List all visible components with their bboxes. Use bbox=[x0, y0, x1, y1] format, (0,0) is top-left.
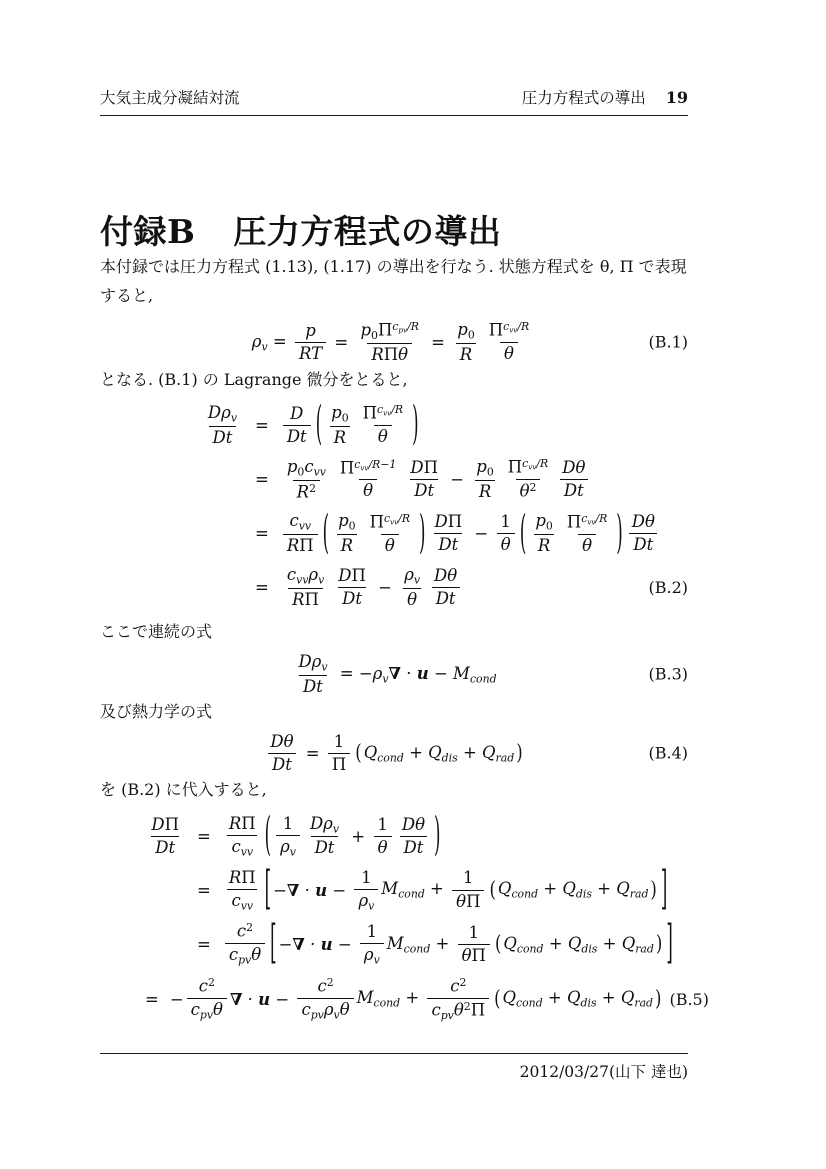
paragraph-lagrange: となる. (B.1) の Lagrange 微分をとると, bbox=[100, 370, 408, 390]
equation-b3: $\frac{D\rho_v}{Dt}$ = $-\rho_v\nabla \cdot u - M_{cond}$ (B.3) bbox=[100, 651, 688, 698]
equation-tag: (B.2) bbox=[648, 578, 688, 598]
page-footer bbox=[100, 1053, 688, 1082]
paragraph-intro: 本付録では圧力方程式 (1.13), (1.17) の導出を行なう. 状態方程式を θ, Π で表現すると, bbox=[100, 257, 687, 305]
paragraph-substitute: を (B.2) に代入すると, bbox=[100, 779, 267, 799]
footer-date-author: 2012/03/27(山下 達也) bbox=[519, 1063, 688, 1081]
equation-tag: (B.1) bbox=[648, 332, 688, 352]
equation-tag: (B.4) bbox=[648, 743, 688, 763]
page-header bbox=[100, 86, 688, 116]
header-section-title: 圧力方程式の導出 bbox=[521, 89, 646, 107]
equation-b2: $\frac{D\rho_v}{Dt}$ = $\frac{D}{Dt}$ ( $\frac{p_0}{R}$ $\frac{\Pi^{c_{vv}/R}}{\theta}$ ) = $\frac{p_0c_{vv}}{R^2}$ $\frac{\Pi^{c_{vv}/R-1}}{\theta}$ $\frac{D\Pi}{Dt}$ − $\frac{p_0}{R}$ $\frac{\Pi^{c_{vv}/R}}{\theta^2}$ $\frac{D\theta}{Dt}$ = $\frac{c_{vv}}{R\Pi}$ ( $\frac{p_0}{R}$ $\frac{\Pi^{c_{vv}/R}}{\theta}$ ) $\frac{D\Pi}{Dt}$ − $\frac{1}{\theta}$ ( $\frac{p_0}{R}$ $\frac{\Pi^{c_{vv}/R}}{\theta}$ ) $\frac{D\theta}{Dt}$ = $\frac{c_{vv}\rho_v}{R\Pi}$ $\frac{D\Pi}{Dt}$ − $\frac{\rho_v}{\theta}$ $\frac{D\theta}{Dt}$ (B.2) bbox=[186, 402, 688, 611]
equation-b5: $\frac{D\Pi}{Dt}$ = $\frac{R\Pi}{c_{vv}}$ ( $\frac{1}{\rho_v}$ $\frac{D\rho_v}{Dt}$ + $\frac{1}{\theta}$ $\frac{D\theta}{Dt}$ ) = $\frac{R\Pi}{c_{vv}}$ [ −∇ · u − $\frac{1}{\rho_v}$ $M_{cond}$ + $\frac{1}{\theta\Pi}$ ( $Q_{cond} + Q_{dis} + Q_{rad}$ ) ] = $\frac{c^2}{c_{pv}\theta}$ [ −∇ · u − $\frac{1}{\rho_v}$ $M_{cond}$ + $\frac{1}{\theta\Pi}$ ( $Q_{cond} + Q_{dis} + Q_{rad}$ ) ] = − $\frac{c^2}{c_{pv}\theta}$ ∇ · u − $\frac{c^2}{c_{pv}\rho_v\theta}$ $M_{cond}$ + $\frac{c^2}{c_{pv}\theta^2\Pi}$ ( $Q_{cond} + Q_{dis} + Q_{rad}$ ) (B.5) bbox=[145, 807, 709, 1022]
equation-tag: (B.5) bbox=[669, 989, 709, 1009]
paragraph-thermodynamics: 及び熱力学の式 bbox=[100, 701, 213, 721]
equation-b1: $\rho_v$ = $\frac{p}{RT}$ = $\frac{p_0\Pi^{c_{pv}/R}}{\text{RΠθ}}$ = $\frac{p_0}{R}$ $\frac{\Pi^{c_{vv}/R}}{\theta}$ (B.1) bbox=[100, 319, 688, 367]
paragraph-continuity: ここで連続の式 bbox=[100, 622, 213, 642]
equation-tag: (B.3) bbox=[648, 664, 688, 684]
appendix-label: 付録B bbox=[100, 212, 196, 251]
header-right-group bbox=[522, 86, 688, 108]
equation-b4: $\frac{D\theta}{Dt}$ = $\frac{1}{\Pi}$ ( $Q_{cond} + Q_{dis} + Q_{rad}$ ) (B.4) bbox=[100, 731, 688, 776]
page-number: 19 bbox=[665, 88, 688, 107]
appendix-heading: 圧力方程式の導出 bbox=[233, 212, 502, 251]
appendix-title bbox=[100, 206, 688, 253]
header-left-title: 大気主成分凝結対流 bbox=[100, 89, 240, 107]
